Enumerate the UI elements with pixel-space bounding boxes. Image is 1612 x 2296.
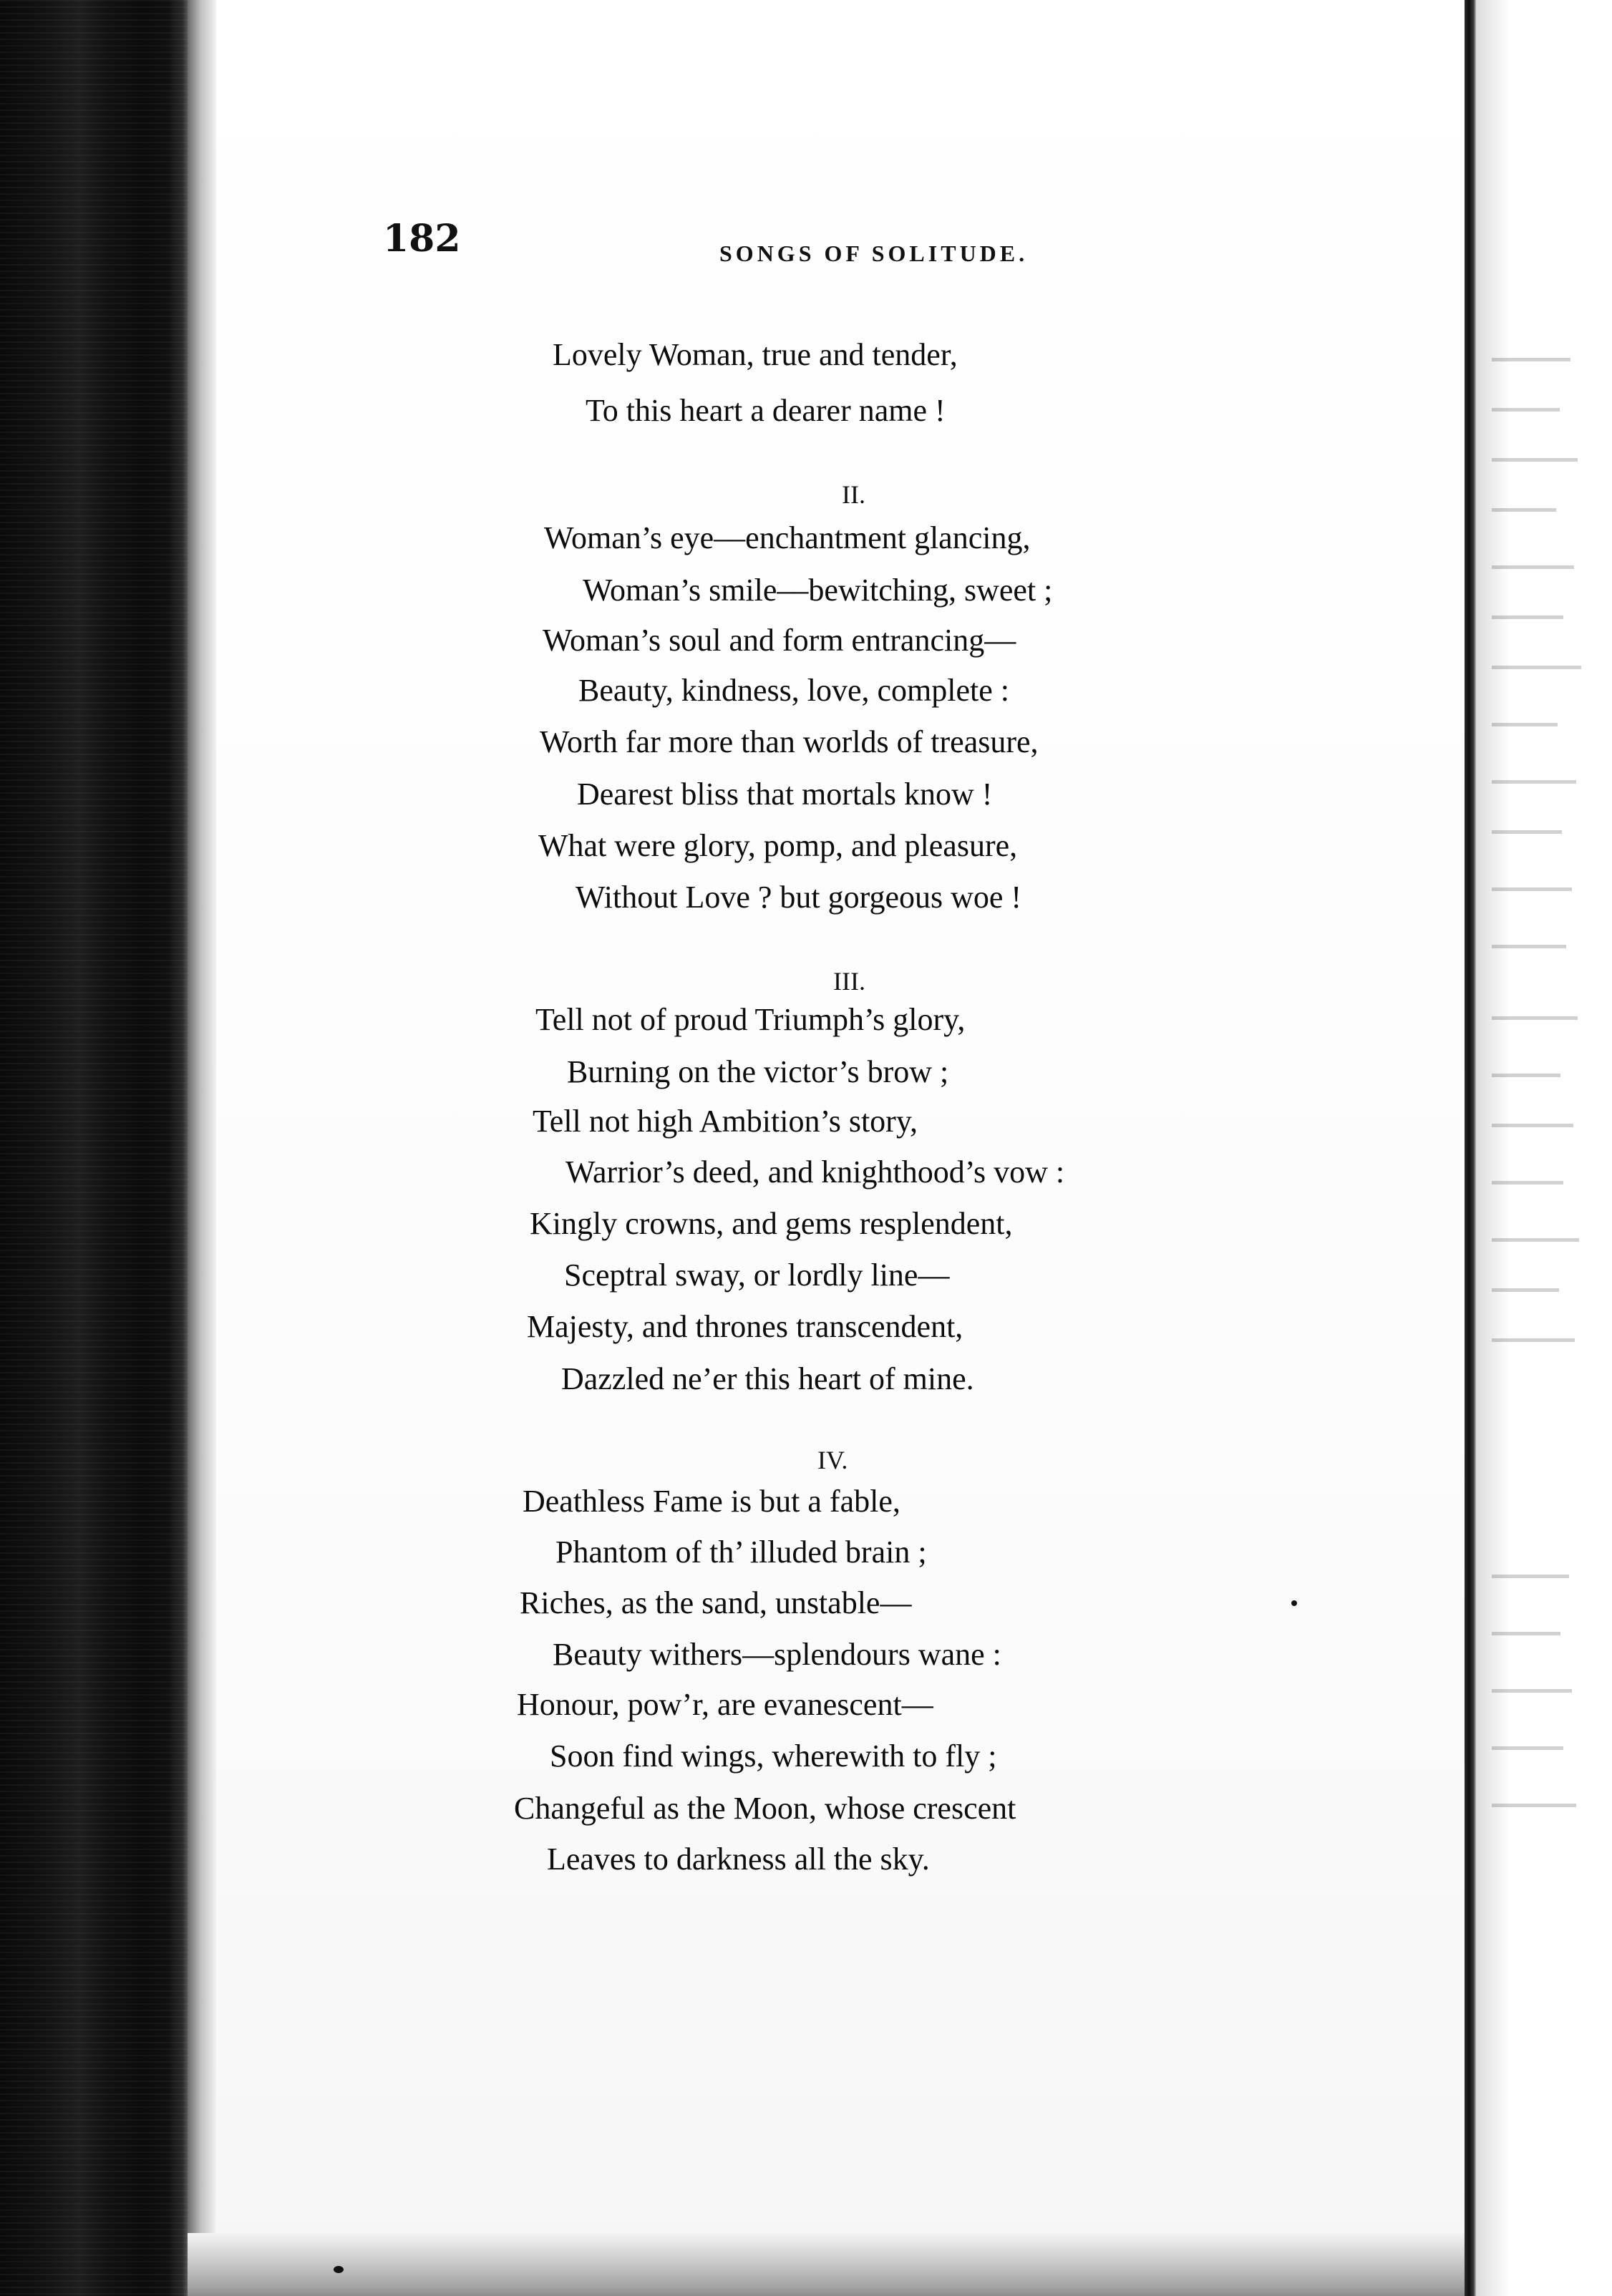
poem-line: Sceptral sway, or lordly line— [564,1258,950,1293]
facing-page-strip [1476,0,1612,2296]
poem-line: Tell not of proud Triumph’s glory, [535,1002,966,1037]
poem-line: Soon find wings, wherewith to fly ; [550,1738,997,1774]
page-number: 182 [383,217,461,261]
poem-line: Changeful as the Moon, whose crescent [514,1791,1016,1826]
poem-line: Without Love ? but gorgeous woe ! [576,880,1022,915]
poem-line: Phantom of th’ illuded brain ; [555,1534,927,1570]
poem-line: Kingly crowns, and gems resplendent, [530,1206,1013,1241]
page-gutter-shadow [188,0,216,2296]
poem-line: Leaves to darkness all the sky. [547,1842,930,1877]
stanza-number: II. [842,480,865,509]
ink-speck [334,2266,344,2273]
poem-line: To this heart a dearer name ! [586,393,946,428]
poem-line: Deathless Fame is but a fable, [523,1484,900,1519]
ink-speck [1291,1600,1297,1606]
poem-line: Warrior’s deed, and knighthood’s vow : [565,1154,1065,1190]
stanza-number: IV. [817,1446,848,1474]
poem-line: Riches, as the sand, unstable— [520,1585,912,1620]
book-binding-edge [0,0,188,2296]
poem-line: Lovely Woman, true and tender, [553,337,958,372]
poem-line: Tell not high Ambition’s story, [533,1104,918,1139]
poem-line: Worth far more than worlds of treasure, [540,724,1039,759]
poem-line: Beauty withers––splendours wane : [553,1637,1001,1672]
poem-line: What were glory, pomp, and pleasure, [538,828,1018,863]
poem-line: Dazzled ne’er this heart of mine. [561,1361,974,1396]
poem-line: Beauty, kindness, love, complete : [578,673,1010,708]
poem-line: Dearest bliss that mortals know ! [577,777,993,812]
poem-line: Woman’s soul and form entrancing— [543,623,1016,658]
stanza-number: III. [833,967,865,996]
facing-page-edge [1465,0,1476,2296]
poem-line: Woman’s eye––enchantment glancing, [544,520,1031,555]
poem-line: Majesty, and thrones transcendent, [527,1309,963,1344]
poem-line: Honour, pow’r, are evanescent— [517,1687,933,1722]
running-title: SONGS OF SOLITUDE. [719,240,1029,266]
poem-line: Woman’s smile––bewitching, sweet ; [583,573,1053,608]
bottom-page-edge [188,2233,1469,2296]
poem-line: Burning on the victor’s brow ; [567,1054,949,1089]
